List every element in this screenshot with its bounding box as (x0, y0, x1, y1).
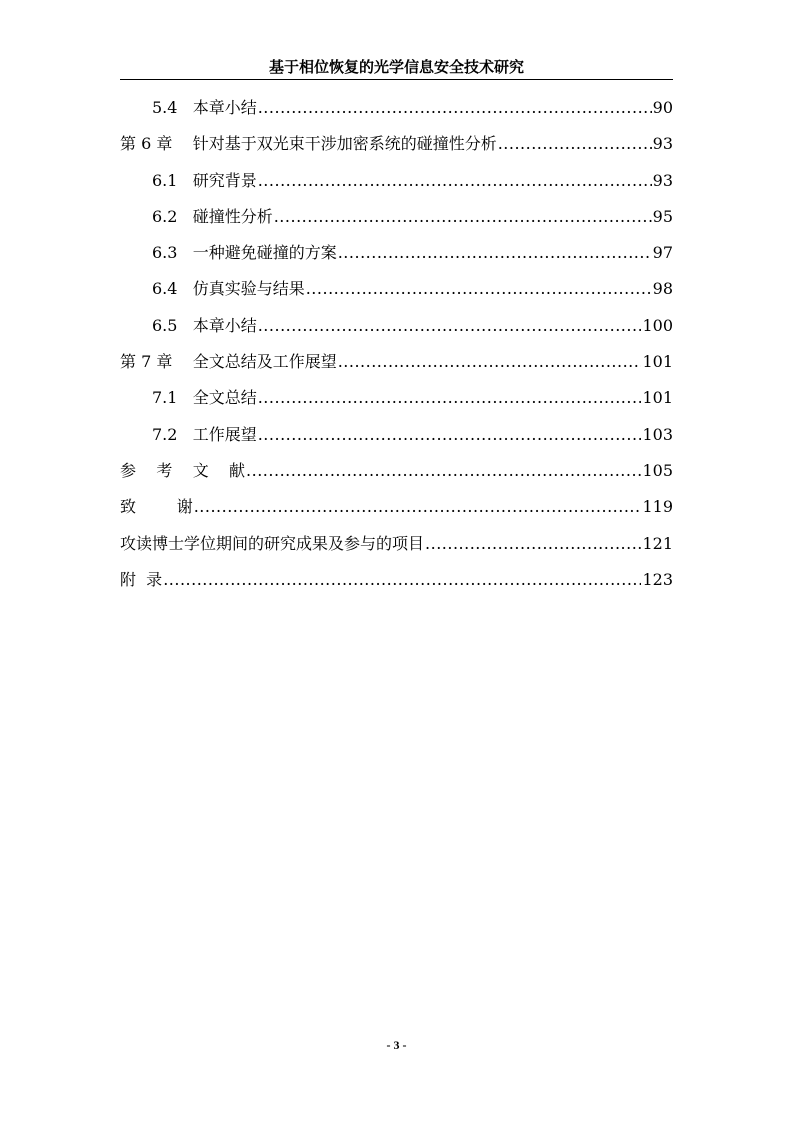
running-header: 基于相位恢复的光学信息安全技术研究 (268, 58, 524, 76)
toc-entry-7-2[interactable] (120, 421, 673, 457)
toc-page-number: 101 (642, 388, 673, 408)
toc-dot-leader (338, 348, 642, 376)
toc-entry-label: 第 6 章 针对基于双光束干涉加密系统的碰撞性分析 (120, 134, 497, 154)
toc-page-number: 123 (642, 569, 673, 589)
table-of-contents (120, 94, 673, 602)
toc-entry-6-3[interactable] (120, 239, 673, 275)
toc-entry-label: 6.1 研究背景 (152, 170, 257, 190)
toc-page-number: 93 (652, 170, 673, 190)
toc-entry-label: 附 录 (120, 569, 163, 589)
toc-entry-label: 6.3 一种避免碰撞的方案 (152, 243, 337, 263)
toc-dot-leader (306, 275, 652, 303)
toc-dot-leader (194, 493, 642, 521)
toc-entry-6-5[interactable] (120, 312, 673, 348)
header-divider (120, 79, 673, 80)
toc-entry-chapter-6[interactable] (120, 130, 673, 166)
toc-entry-appendix[interactable] (120, 566, 673, 602)
toc-entry-7-1[interactable] (120, 384, 673, 420)
toc-entry-label: 5.4 本章小结 (152, 98, 257, 117)
toc-dot-leader (258, 384, 642, 412)
toc-page-number: 103 (642, 424, 673, 444)
toc-dot-leader (258, 421, 642, 449)
toc-page-number: 98 (652, 279, 673, 299)
toc-dot-leader (338, 239, 652, 267)
toc-dot-leader (258, 167, 652, 195)
toc-entry-6-1[interactable] (120, 167, 673, 203)
toc-dot-leader (498, 130, 652, 158)
toc-entry-5-4[interactable] (120, 94, 673, 130)
toc-entry-publications[interactable] (120, 530, 673, 566)
toc-dot-leader (163, 566, 641, 594)
toc-entry-label: 6.4 仿真实验与结果 (152, 279, 305, 299)
toc-dot-leader (258, 94, 652, 122)
toc-entry-label: 第 7 章 全文总结及工作展望 (120, 352, 337, 372)
toc-dot-leader (274, 203, 652, 231)
toc-entry-label: 7.1 全文总结 (152, 388, 257, 408)
toc-entry-acknowledgements[interactable] (120, 493, 673, 529)
toc-page-number: 95 (652, 206, 673, 226)
toc-page-number: 100 (642, 315, 673, 335)
toc-entry-6-4[interactable] (120, 275, 673, 311)
toc-entry-label: 致 谢 (120, 497, 193, 517)
toc-dot-leader (425, 530, 641, 558)
toc-entry-chapter-7[interactable] (120, 348, 673, 384)
toc-page-number: 105 (642, 460, 673, 480)
toc-page-number: 90 (652, 98, 673, 117)
toc-entry-6-2[interactable] (120, 203, 673, 239)
toc-page-number: 97 (652, 243, 673, 263)
toc-entry-label: 攻读博士学位期间的研究成果及参与的项目 (120, 533, 425, 553)
toc-dot-leader (246, 457, 641, 485)
toc-entry-label: 6.5 本章小结 (152, 315, 257, 335)
page-number-footer: - 3 - (386, 1038, 407, 1052)
toc-entry-label: 7.2 工作展望 (152, 424, 257, 444)
toc-page-number: 119 (642, 497, 673, 517)
toc-page-number: 121 (642, 533, 673, 553)
toc-entry-references[interactable] (120, 457, 673, 493)
toc-dot-leader (258, 312, 642, 340)
toc-page-number: 101 (642, 352, 673, 372)
toc-entry-label: 参 考 文 献 (120, 460, 246, 480)
toc-page-number: 93 (652, 134, 673, 154)
toc-entry-label: 6.2 碰撞性分析 (152, 206, 273, 226)
